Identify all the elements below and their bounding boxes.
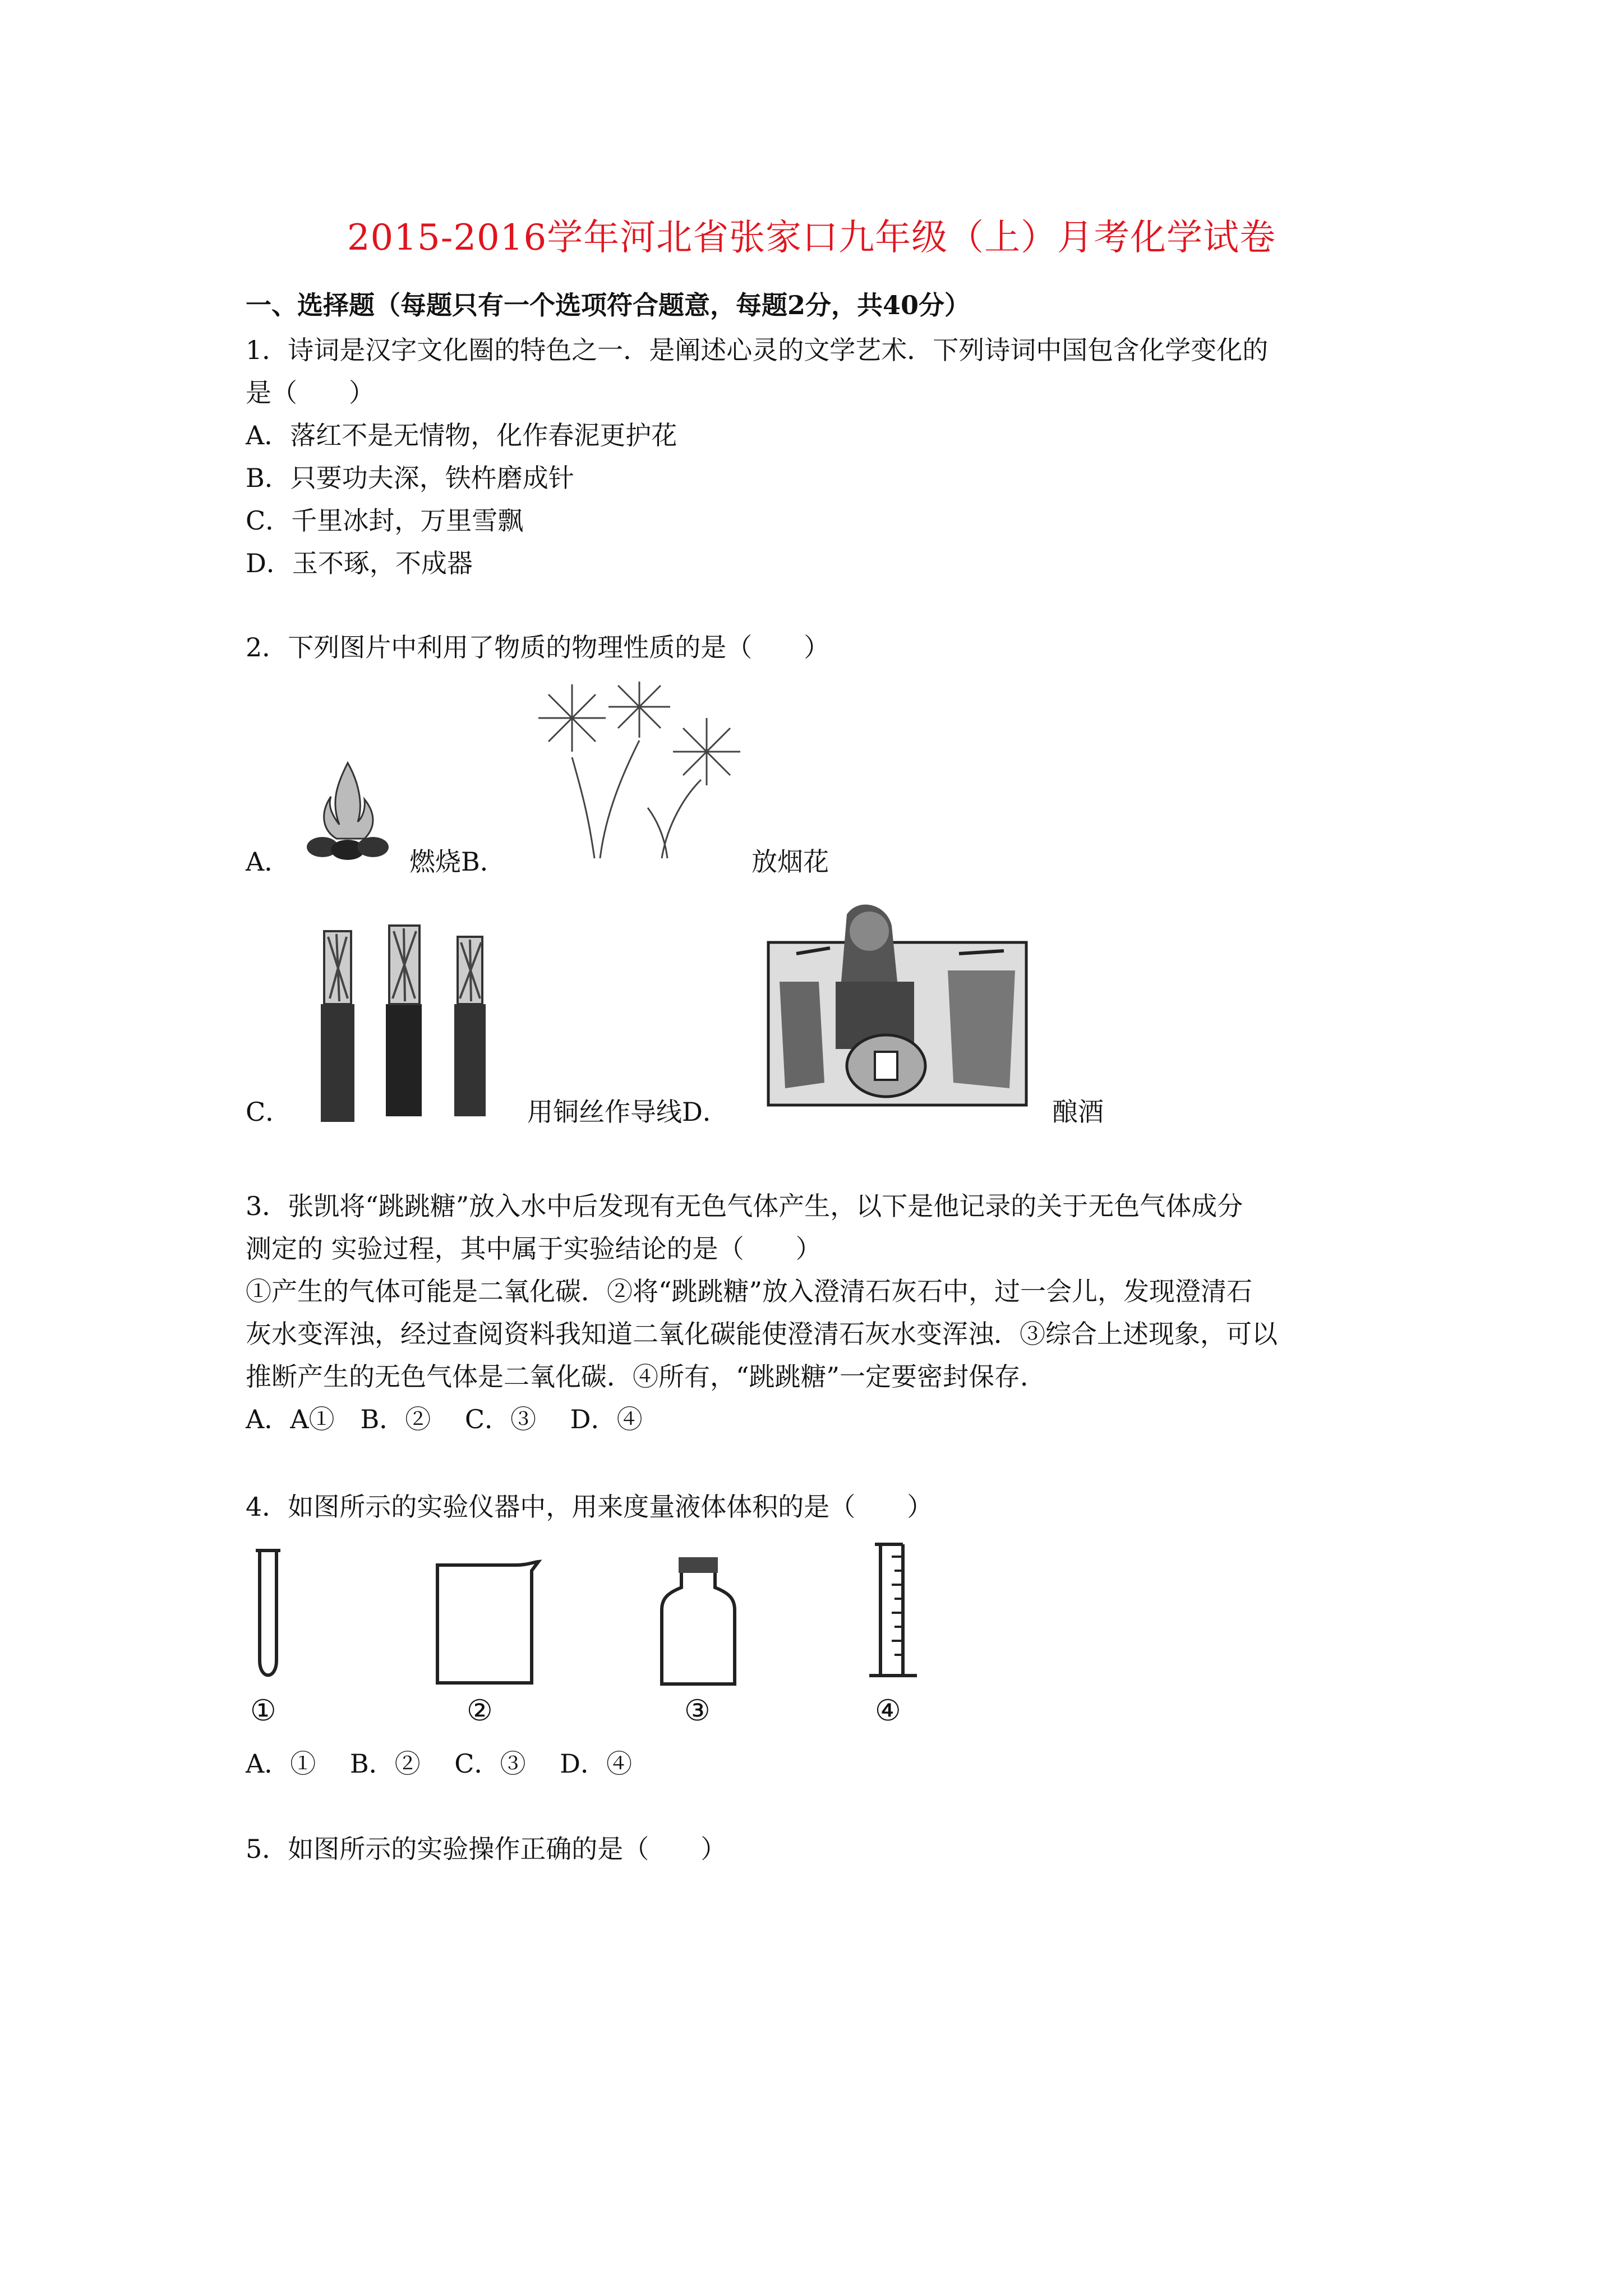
graduated-cylinder-icon xyxy=(864,1540,931,1691)
q4-options: A．① B．② C．③ D．④ xyxy=(246,1749,632,1779)
q3-line2: 测定的 实验过程，其中属于实验结论的是（ ） xyxy=(246,1234,822,1264)
q1-stem-line2: 是（ ） xyxy=(246,378,375,408)
beaker-icon xyxy=(432,1559,544,1688)
q2-stem: 2．下列图片中利用了物质的物理性质的是（ ） xyxy=(246,632,830,662)
q1-stem-line1: 1．诗词是汉字文化圈的特色之一．是阐述心灵的文学艺术．下列诗词中国包含化学变化的 xyxy=(246,335,1269,365)
q4-figure-label-3: ③ xyxy=(684,1694,711,1728)
q1-option-a: A．落红不是无情物，化作春泥更护花 xyxy=(246,420,677,450)
q3-options: A．A① B．② C．③ D．④ xyxy=(246,1404,643,1434)
q3-line1: 3．张凯将“跳跳糖”放入水中后发现有无色气体产生，以下是他记录的关于无色气体成分 xyxy=(246,1191,1243,1221)
q2-caption-b: 放烟花 xyxy=(751,846,829,877)
q2-label-a: A． xyxy=(246,846,291,877)
q3-line3: ①产生的气体可能是二氧化碳．②将“跳跳糖”放入澄清石灰石中，过一会儿，发现澄清石 xyxy=(246,1276,1253,1306)
reagent-bottle-icon xyxy=(656,1554,740,1688)
q1-option-b: B．只要功夫深，铁杵磨成针 xyxy=(246,463,574,493)
q4-figure-label-4: ④ xyxy=(875,1694,901,1728)
q4-stem: 4．如图所示的实验仪器中，用来度量液体体积的是（ ） xyxy=(246,1492,933,1522)
brewing-wine-image xyxy=(763,898,1032,1111)
q2-caption-a: 燃烧B． xyxy=(409,846,506,877)
q5-stem: 5．如图所示的实验操作正确的是（ ） xyxy=(246,1834,727,1864)
fireworks-image xyxy=(527,673,751,864)
test-tube-icon xyxy=(251,1548,285,1688)
q4-figure-label-1: ① xyxy=(250,1694,276,1728)
q1-option-c: C．千里冰封，万里雪飘 xyxy=(246,505,524,536)
q2-label-c: C． xyxy=(246,1097,292,1127)
q3-line4: 灰水变浑浊，经过查阅资料我知道二氧化碳能使澄清石灰水变浑浊．③综合上述现象，可以 xyxy=(246,1319,1278,1349)
copper-wire-image xyxy=(314,920,499,1128)
q4-figure-label-2: ② xyxy=(467,1694,493,1728)
campfire-image xyxy=(297,752,398,864)
q3-line5: 推断产生的无色气体是二氧化碳．④所有，“跳跳糖”一定要密封保存． xyxy=(246,1361,1046,1392)
section-heading: 一、选择题（每题只有一个选项符合题意，每题2分，共40分） xyxy=(246,290,971,320)
page-title: 2015-2016学年河北省张家口九年级（上）月考化学试卷 xyxy=(347,217,1276,259)
q2-caption-c: 用铜丝作导线D． xyxy=(527,1097,728,1127)
q2-caption-d: 酿酒 xyxy=(1052,1097,1104,1127)
q1-option-d: D．玉不琢，不成器 xyxy=(246,548,473,578)
